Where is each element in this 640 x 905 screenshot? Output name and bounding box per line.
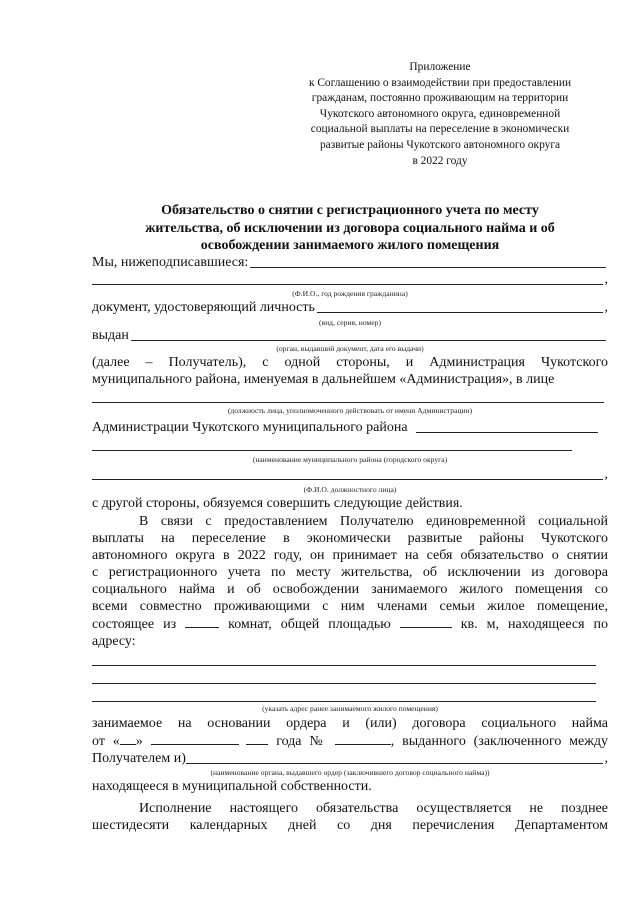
id-document-field[interactable] (317, 298, 603, 313)
address-field-1[interactable] (92, 665, 596, 666)
undersigned-name-field[interactable] (250, 253, 606, 268)
comma: , (604, 751, 608, 766)
paragraph-line: занимаемое на основании ордера и (или) договора социального найма (92, 716, 608, 731)
appendix-line: Приложение (409, 61, 471, 73)
issued-by-label: , выданного (заключенного между (390, 734, 609, 749)
issued-row (92, 326, 608, 344)
appendix-header (272, 60, 608, 169)
undersigned-name-field-2[interactable] (92, 270, 603, 285)
order-org-field[interactable] (186, 749, 603, 764)
caption-official: (должность лица, уполномоченного действовать от имени Администрации) (227, 406, 473, 415)
rooms-mid: комнат, общей площадью (228, 617, 391, 632)
municipal-property-line: находящееся в муниципальной собственности. (92, 779, 372, 794)
comma: , (604, 272, 608, 287)
official-fio-row (92, 465, 608, 483)
appendix-line: в 2022 году (412, 154, 468, 167)
address-field-2[interactable] (92, 683, 596, 684)
appendix-line: к Соглашению о взаимодействии при предоставлении (308, 76, 572, 89)
paragraph-line: шестидесяти календарных дней со дня перечисления Департаментом (92, 818, 608, 833)
area-field[interactable] (400, 615, 452, 628)
order-paragraph (92, 715, 608, 750)
paragraph-line: Исполнение настоящего обязательства осуществляется не позднее (139, 801, 608, 816)
order-number-field[interactable] (335, 732, 391, 745)
address-label: адресу: (92, 634, 136, 649)
caption-address: (указать адрес ранее занимаемого жилого помещения) (262, 704, 438, 713)
order-date-line (92, 732, 608, 750)
document-title (92, 202, 608, 255)
paragraph-line: муниципального района, именуемая в дальнейшем «Администрация», в лице (92, 372, 555, 387)
issued-field[interactable] (131, 326, 606, 341)
address-field-3[interactable] (92, 701, 596, 702)
caption-order-org: (наименование органа, выдавшего ордер (заключившего договор социального найма)) (210, 768, 490, 777)
undersigned-row-2 (92, 270, 608, 288)
comma: , (604, 300, 608, 315)
recipient-row (92, 749, 608, 767)
paragraph-line: всеми совместно проживающими с ним членами семьи жилое помещение, (92, 599, 608, 614)
official-fio-field[interactable] (92, 465, 603, 480)
party-paragraph (92, 354, 608, 388)
final-paragraph (92, 800, 608, 834)
caption-doc-type: (вид, серия, номер) (318, 318, 382, 327)
official-position-field[interactable] (92, 402, 604, 403)
undersigned-row (92, 253, 608, 271)
caption-official-fio: (Ф.И.О. должностного лица) (303, 485, 397, 494)
appendix-line: социальной выплаты на переселение в экономически (310, 123, 570, 136)
paragraph-line: выплаты на переселение в экономически развитые районы Чукотского (92, 531, 608, 546)
appendix-line: развитые районы Чукотского автономного округа (319, 138, 561, 151)
caption-issuer: (орган, выдавший документ, дата его выдачи) (276, 344, 424, 353)
rooms-count-field[interactable] (185, 615, 219, 628)
rooms-prefix: состоящее из (92, 617, 177, 632)
id-document-row (92, 298, 608, 316)
recipient-and-label: Получателем и) (92, 751, 186, 766)
rooms-suffix: кв. м, находящееся по (460, 617, 609, 632)
paragraph-line: (далее – Получатель), с одной стороны, и Администрация Чукотского (92, 355, 608, 370)
title-line: освобождении занимаемого жилого помещения (200, 238, 500, 253)
other-side-line: с другой стороны, обязуемся совершить следующие действия. (92, 496, 463, 511)
appendix-line: гражданам, постоянно проживающим на территории (311, 92, 569, 105)
order-month-field[interactable] (151, 732, 239, 745)
order-day-field[interactable] (120, 732, 136, 745)
admin-row (92, 418, 608, 436)
order-year-field[interactable] (246, 732, 268, 745)
year-label: года № (276, 734, 327, 749)
caption-fio-birth: (Ф.И.О., год рождения гражданина) (292, 289, 408, 298)
id-document-label: документ, удостоверяющий личность (92, 300, 315, 315)
paragraph-line: с регистрационного учета по месту жительства, об исключении из договора (92, 565, 608, 580)
admin-field[interactable] (416, 418, 598, 433)
appendix-line: Чукотского автономного округа, единовременной (319, 107, 561, 120)
paragraph-line: автономного округа в 2022 году, он принимает на себя обязательство о снятии (92, 548, 608, 563)
main-paragraph (92, 513, 608, 650)
rooms-line (92, 615, 608, 633)
paragraph-line: социального найма и об освобождении занимаемого жилого помещения со (92, 582, 608, 597)
issued-label: выдан (92, 328, 129, 343)
comma: , (604, 467, 608, 482)
caption-municipality: (наименование муниципального района (городского округа) (252, 455, 448, 464)
title-line: жительства, об исключении из договора социального найма и об (145, 220, 555, 236)
undersigned-label: Мы, нижеподписавшиеся: (92, 255, 249, 270)
title-line: Обязательство о снятии с регистрационного учета по месту (161, 203, 539, 218)
admin-label: Администрации Чукотского муниципального района (92, 420, 408, 435)
municipality-field[interactable] (92, 450, 572, 451)
from-label: от « (92, 734, 120, 749)
paragraph-line: В связи с предоставлением Получателю единовременной социальной (139, 514, 608, 529)
from-quote: » (135, 734, 143, 749)
